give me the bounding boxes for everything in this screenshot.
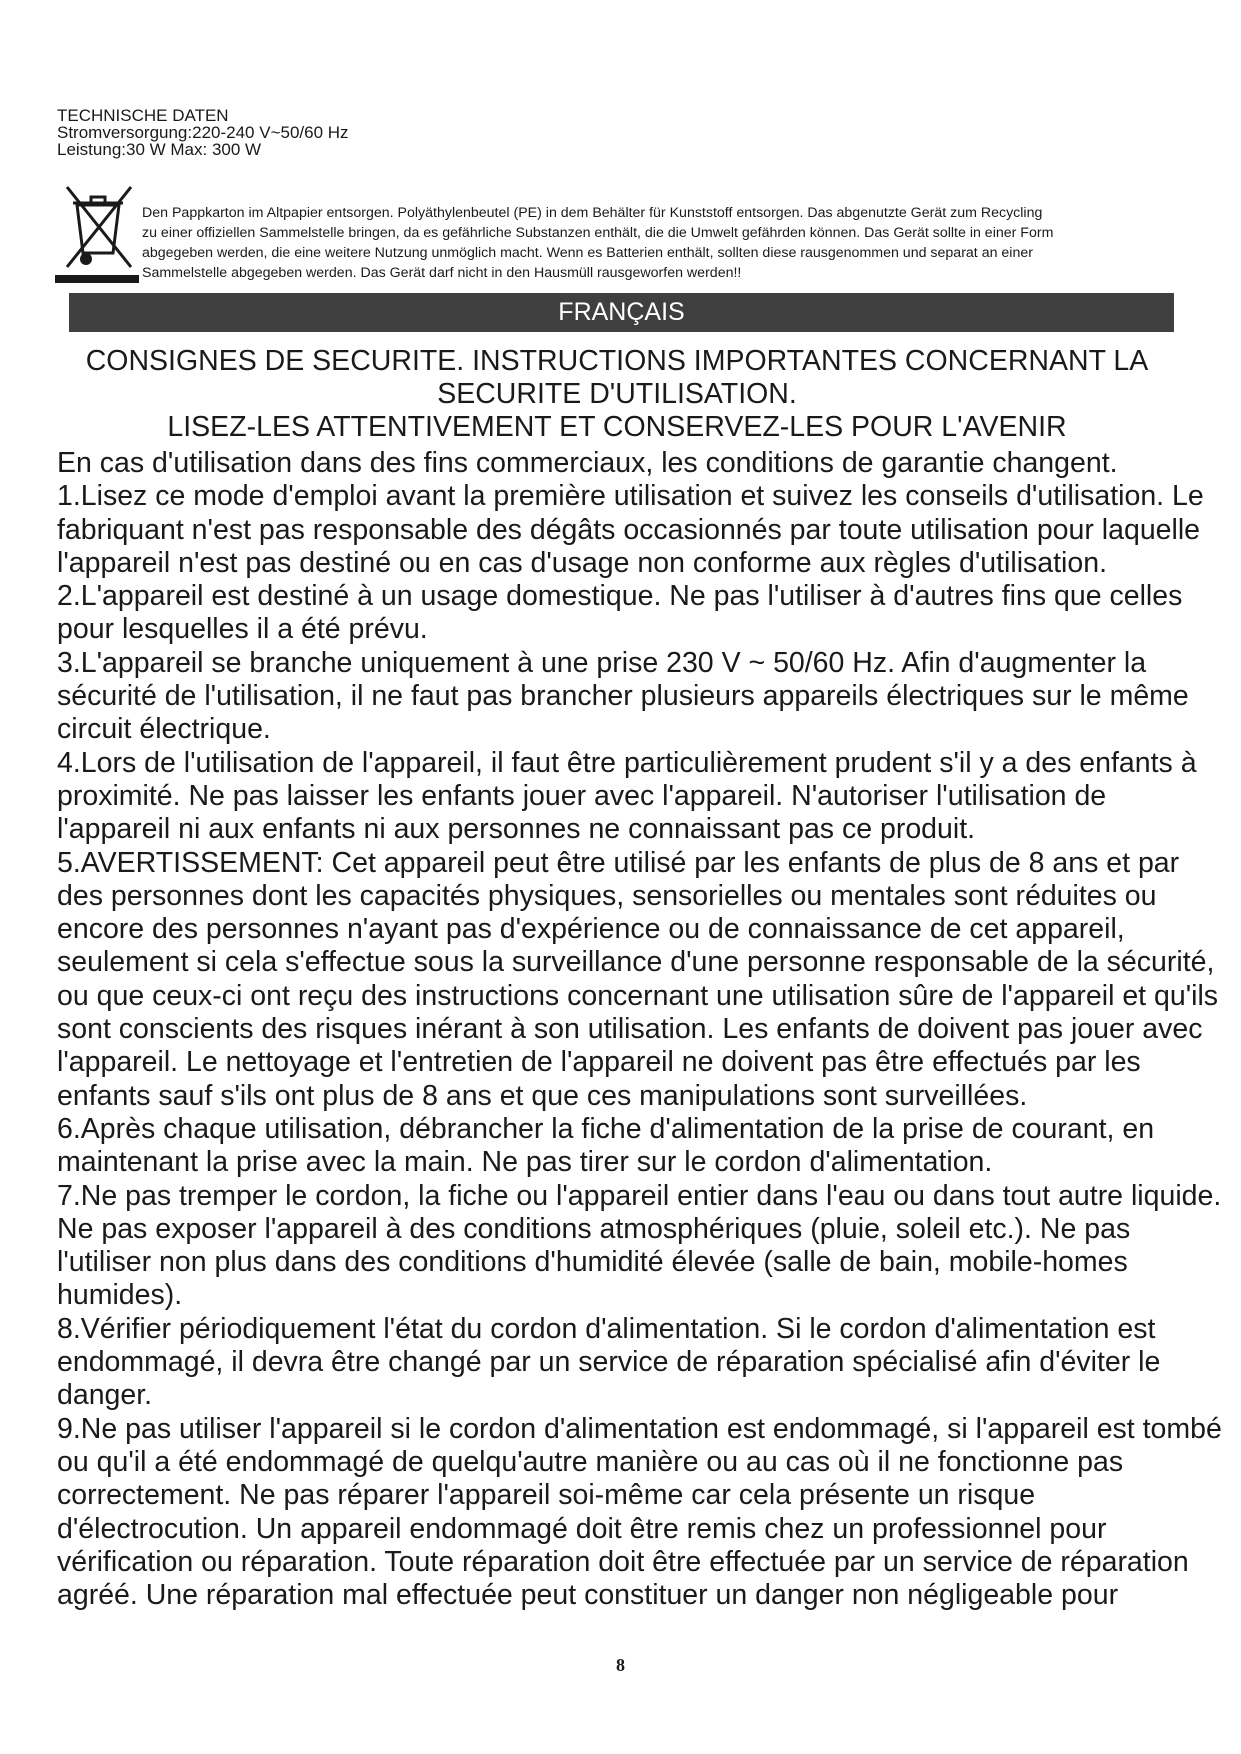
body-line: agréé. Une réparation mal effectuée peut constituer un danger non négligeable pour (57, 1579, 1119, 1612)
body-line: 5.AVERTISSEMENT: Cet appareil peut être utilisé par les enfants de plus de 8 ans et par (57, 846, 1180, 879)
body-line: l'utiliser non plus dans des conditions d'humidité élevée (salle de bain, mobile-homes (57, 1246, 1128, 1279)
body-line: pour lesquelles il a été prévu. (57, 613, 428, 646)
page-number: 8 (616, 1655, 625, 1675)
body-line: 2.L'appareil est destiné à un usage domestique. Ne pas l'utiliser à d'autres fins que celles (57, 580, 1183, 613)
body-line: 3.L'appareil se branche uniquement à une prise 230 V ~ 50/60 Hz. Afin d'augmenter la (57, 646, 1147, 679)
body-line: 4.Lors de l'utilisation de l'appareil, il faut être particulièrement prudent s'il y a des enfants à (57, 746, 1197, 779)
body-line: fabriquant n'est pas responsable des dégâts occasionnés par toute utilisation pour laquelle (57, 513, 1201, 546)
body-line: Ne pas exposer l'appareil à des conditions atmosphériques (pluie, soleil etc.). Ne pas (57, 1212, 1131, 1245)
body-line: vérification ou réparation. Toute réparation doit être effectuée par un service de réparation (57, 1545, 1189, 1578)
body-line: l'appareil ni aux enfants ni aux personnes ne connaissant pas ce produit. (57, 813, 976, 846)
crossed-out-wheelie-bin-icon (55, 183, 139, 283)
disposal-notice (142, 203, 1182, 283)
body-line: encore des personnes n'ayant pas d'expérience ou de connaissance de cet appareil, (57, 913, 1125, 946)
body-line: sont conscients des risques inérant à son utilisation. Les enfants de doivent pas jouer avec (57, 1013, 1203, 1046)
body-line: En cas d'utilisation dans des fins commerciaux, les conditions de garantie changent. (57, 447, 1118, 479)
body-line: 7.Ne pas tremper le cordon, la fiche ou l'appareil entier dans l'eau ou dans tout autre liquide. (57, 1179, 1222, 1212)
body-line: endommagé, il devra être changé par un service de réparation spécialisé afin d'éviter le (57, 1346, 1161, 1379)
body-line: sécurité de l'utilisation, il ne faut pas brancher plusieurs appareils électriques sur le même (57, 680, 1189, 713)
body-line: d'électrocution. Un appareil endommagé doit être remis chez un professionnel pour (57, 1512, 1107, 1545)
body-line: 8.Vérifier périodiquement l'état du cordon d'alimentation. Si le cordon d'alimentation est (57, 1312, 1156, 1345)
disposal-line: Sammelstelle abgegeben werden. Das Gerät darf nicht in den Hausmüll rausgeworfen werden!! (142, 265, 742, 281)
body-line: 6.Après chaque utilisation, débrancher la fiche d'alimentation de la prise de courant, en (57, 1112, 1155, 1145)
safety-instructions (57, 447, 1222, 1612)
technical-data (57, 107, 349, 158)
body-line: seulement si cela s'effectue sous la surveillance d'une personne responsable de la sécurité, (57, 946, 1215, 979)
disposal-line: abgegeben werden, die eine weitere Nutzung unmöglich macht. Wenn es Batterien enthält, sollten diese rausgenommen und separat an einer (142, 245, 1033, 261)
disposal-line: zu einer offiziellen Sammelstelle bringen, da es gefährliche Substanzen enthält, die die Umwelt gefährden können. Das Gerät sollte in einer Form (142, 225, 1054, 241)
body-line: proximité. Ne pas laisser les enfants jouer avec l'appareil. N'autoriser l'utilisation de (57, 779, 1107, 812)
heading-line: CONSIGNES DE SECURITE. INSTRUCTIONS IMPORTANTES CONCERNANT LA (85, 345, 1149, 377)
body-line: enfants sauf s'ils ont plus de 8 ans et que ces manipulations sont surveillées. (57, 1079, 1028, 1112)
body-line: l'appareil n'est pas destiné ou en cas d'usage non conforme aux règles d'utilisation. (57, 546, 1108, 579)
language-banner: FRANÇAIS (69, 293, 1174, 332)
body-line: ou qu'il a été endommagé de quelqu'autre manière ou au cas où il ne fonctionne pas (57, 1445, 1124, 1478)
body-line: ou que ceux-ci ont reçu des instructions concernant une utilisation sûre de l'appareil et qu'ils (57, 979, 1219, 1012)
heading-line: LISEZ-LES ATTENTIVEMENT ET CONSERVEZ-LES POUR L'AVENIR (167, 411, 1067, 443)
body-line: 9.Ne pas utiliser l'appareil si le cordon d'alimentation est endommagé, si l'appareil est tombé (57, 1412, 1222, 1445)
technical-data-power: Leistung:30 W Max: 300 W (57, 140, 262, 159)
body-line: maintenant la prise avec la main. Ne pas tirer sur le cordon d'alimentation. (57, 1146, 993, 1179)
safety-headings (57, 345, 1177, 444)
body-line: correctement. Ne pas réparer l'appareil soi-même car cela présente un risque (57, 1479, 1036, 1512)
body-line: 1.Lisez ce mode d'emploi avant la première utilisation et suivez les conseils d'utilisation. Le (57, 480, 1204, 513)
body-line: des personnes dont les capacités physiques, sensorielles ou mentales sont réduites ou (57, 879, 1157, 912)
body-line: humides). (57, 1279, 183, 1312)
body-line: danger. (57, 1379, 153, 1412)
heading-line: SECURITE D'UTILISATION. (437, 378, 797, 410)
body-line: circuit électrique. (57, 713, 271, 746)
disposal-line: Den Pappkarton im Altpapier entsorgen. Polyäthylenbeutel (PE) in dem Behälter für Kunststoff entsorgen. Das abgenutzte Gerät zum Recycling (142, 205, 1043, 221)
technical-data-title: TECHNISCHE DATEN (57, 106, 229, 125)
body-line: l'appareil. Le nettoyage et l'entretien de l'appareil ne doivent pas être effectués par les (57, 1046, 1141, 1079)
technical-data-supply: Stromversorgung:220-240 V~50/60 Hz (57, 123, 349, 142)
